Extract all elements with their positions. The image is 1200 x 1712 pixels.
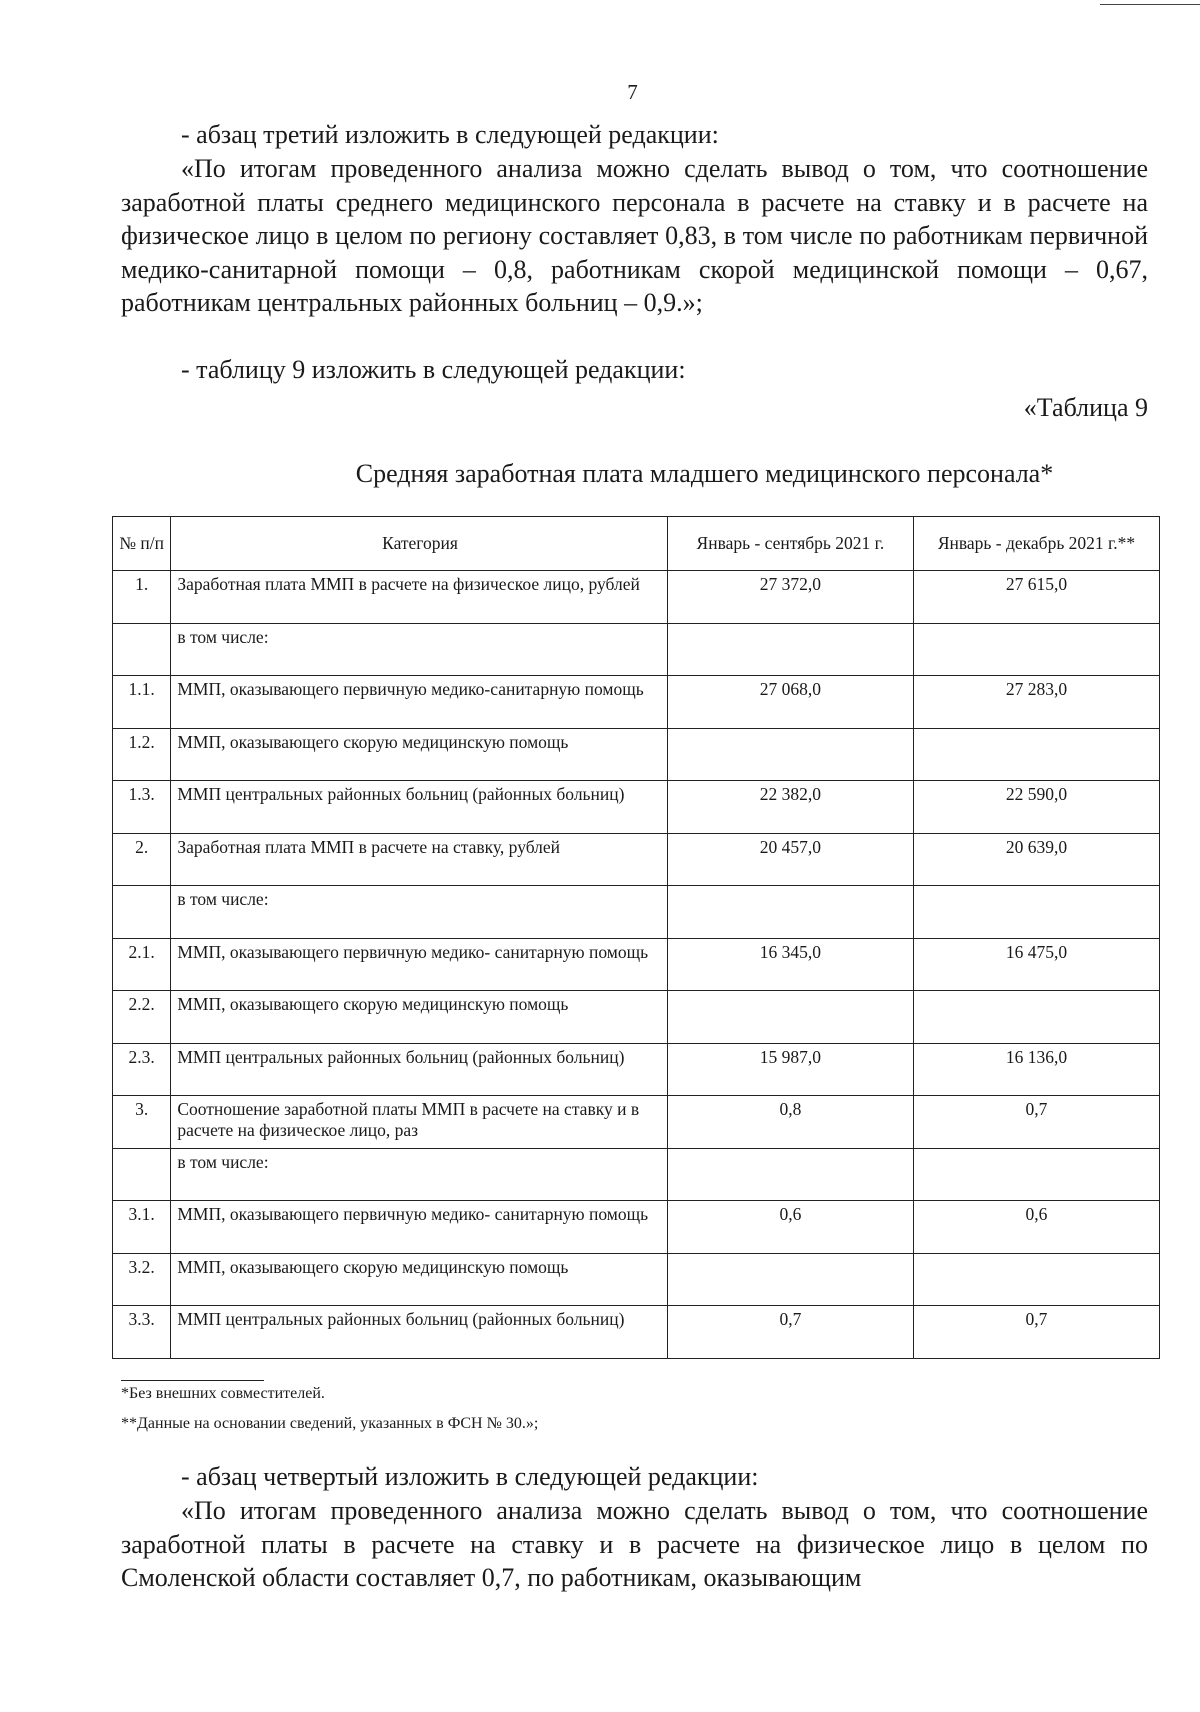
row-category-cell: ММП, оказывающего первичную медико- санитарную помощь — [171, 1201, 667, 1254]
row-period-1-cell — [667, 886, 913, 939]
row-num-cell — [113, 1148, 171, 1201]
salary-table — [112, 516, 1160, 1359]
row-num-cell: 2.3. — [113, 1043, 171, 1096]
outro-line-1: - абзац четвертый изложить в следующей редакции: — [181, 1462, 759, 1491]
intro-line-2: - таблицу 9 изложить в следующей редакции: — [181, 355, 686, 384]
row-period-2-cell: 20 639,0 — [913, 833, 1159, 886]
table-row — [113, 833, 1160, 886]
row-period-1-cell: 22 382,0 — [667, 781, 913, 834]
row-period-2-cell — [913, 991, 1159, 1044]
row-num-cell — [113, 623, 171, 676]
row-num-cell: 1. — [113, 571, 171, 624]
row-period-1-cell: 16 345,0 — [667, 938, 913, 991]
row-period-1-cell: 27 068,0 — [667, 676, 913, 729]
table-label: «Таблица 9 — [1023, 393, 1148, 422]
row-period-2-cell — [913, 1148, 1159, 1201]
row-category-cell: ММП центральных районных больниц (районных больниц) — [171, 781, 667, 834]
table-row — [113, 1253, 1160, 1306]
row-category-cell: ММП, оказывающего скорую медицинскую помощь — [171, 991, 667, 1044]
row-category-cell: Заработная плата ММП в расчете на ставку, рублей — [171, 833, 667, 886]
table-row — [113, 781, 1160, 834]
table-row — [113, 728, 1160, 781]
row-period-1-cell: 0,7 — [667, 1306, 913, 1359]
table-row — [113, 886, 1160, 939]
row-category-cell: ММП центральных районных больниц (районных больниц) — [171, 1306, 667, 1359]
row-category-cell: ММП, оказывающего первичную медико- санитарную помощь — [171, 938, 667, 991]
header-period-2: Январь - декабрь 2021 г.** — [913, 517, 1159, 571]
table-row — [113, 1096, 1160, 1149]
table-title: Средняя заработная плата младшего медицинского персонала* — [355, 459, 1054, 488]
row-num-cell: 3.2. — [113, 1253, 171, 1306]
footnote-2: **Данные на основании сведений, указанных в ФСН № 30.»; — [121, 1415, 539, 1432]
row-period-1-cell: 0,8 — [667, 1096, 913, 1149]
row-num-cell: 3.1. — [113, 1201, 171, 1254]
table-row — [113, 571, 1160, 624]
table-row — [113, 1148, 1160, 1201]
row-period-2-cell: 0,7 — [913, 1096, 1159, 1149]
row-num-cell: 1.3. — [113, 781, 171, 834]
row-period-2-cell — [913, 886, 1159, 939]
row-category-cell: ММП, оказывающего скорую медицинскую помощь — [171, 728, 667, 781]
row-num-cell: 2.1. — [113, 938, 171, 991]
row-category-cell: в том числе: — [171, 886, 667, 939]
row-period-1-cell — [667, 1148, 913, 1201]
row-num-cell: 2.2. — [113, 991, 171, 1044]
row-period-2-cell: 0,6 — [913, 1201, 1159, 1254]
row-period-2-cell: 27 615,0 — [913, 571, 1159, 624]
row-num-cell: 1.1. — [113, 676, 171, 729]
row-num-cell: 2. — [113, 833, 171, 886]
row-category-cell: Заработная плата ММП в расчете на физическое лицо, рублей — [171, 571, 667, 624]
table-row — [113, 1306, 1160, 1359]
table-row — [113, 938, 1160, 991]
row-period-1-cell: 15 987,0 — [667, 1043, 913, 1096]
row-period-2-cell — [913, 1253, 1159, 1306]
intro-quote: «По итогам проведенного анализа можно сделать вывод о том, что соотношение заработной платы среднего медицинского персонала в расчете на ставку и в расчете на физическое лицо в целом по региону составляет 0,83, в том числе по работникам первичной медико-санитарной помощи – 0,8, работникам скорой медицинской помощи – 0,67, работникам центральных районных больниц – 0,9.»; — [121, 154, 1148, 317]
row-num-cell: 3. — [113, 1096, 171, 1149]
top-edge-line — [1100, 4, 1200, 5]
table-row — [113, 991, 1160, 1044]
row-period-1-cell: 27 372,0 — [667, 571, 913, 624]
row-num-cell — [113, 886, 171, 939]
outro-quote: «По итогам проведенного анализа можно сделать вывод о том, что соотношение заработной платы в расчете на ставку и в расчете на физическое лицо в целом по Смоленской области составляет 0,7, по работникам, оказывающим — [121, 1496, 1148, 1592]
header-num: № п/п — [113, 517, 171, 571]
footnote-1: *Без внешних совместителей. — [121, 1385, 325, 1402]
footnote-divider — [121, 1380, 264, 1381]
header-period-1: Январь - сентябрь 2021 г. — [667, 517, 913, 571]
row-category-cell: ММП, оказывающего первичную медико-санитарную помощь — [171, 676, 667, 729]
row-period-1-cell: 20 457,0 — [667, 833, 913, 886]
row-period-1-cell — [667, 728, 913, 781]
row-period-1-cell — [667, 991, 913, 1044]
row-period-2-cell: 16 136,0 — [913, 1043, 1159, 1096]
table-row — [113, 1043, 1160, 1096]
row-period-2-cell — [913, 623, 1159, 676]
header-category: Категория — [171, 517, 667, 571]
table-row — [113, 623, 1160, 676]
table-header-row — [113, 517, 1160, 571]
row-period-2-cell: 0,7 — [913, 1306, 1159, 1359]
row-num-cell: 3.3. — [113, 1306, 171, 1359]
table-row — [113, 1201, 1160, 1254]
row-period-2-cell: 22 590,0 — [913, 781, 1159, 834]
row-category-cell: ММП, оказывающего скорую медицинскую помощь — [171, 1253, 667, 1306]
row-category-cell: в том числе: — [171, 1148, 667, 1201]
row-period-2-cell: 16 475,0 — [913, 938, 1159, 991]
row-category-cell: Соотношение заработной платы ММП в расчете на ставку и в расчете на физическое лицо, раз — [171, 1096, 667, 1149]
row-period-2-cell — [913, 728, 1159, 781]
row-category-cell: в том числе: — [171, 623, 667, 676]
table-row — [113, 676, 1160, 729]
row-period-1-cell — [667, 1253, 913, 1306]
row-period-1-cell: 0,6 — [667, 1201, 913, 1254]
page-number: 7 — [627, 80, 638, 104]
row-period-1-cell — [667, 623, 913, 676]
row-period-2-cell: 27 283,0 — [913, 676, 1159, 729]
table-body — [113, 571, 1160, 1359]
row-category-cell: ММП центральных районных больниц (районных больниц) — [171, 1043, 667, 1096]
row-num-cell: 1.2. — [113, 728, 171, 781]
intro-line-1: - абзац третий изложить в следующей редакции: — [181, 120, 719, 149]
